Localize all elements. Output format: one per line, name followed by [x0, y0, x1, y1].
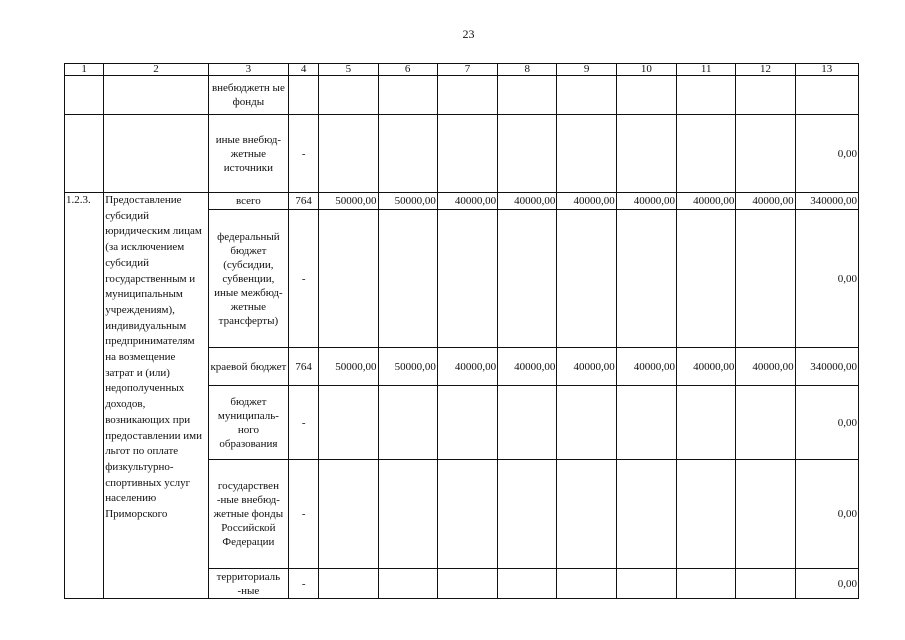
value-cell: [736, 569, 795, 599]
table-row: [65, 115, 859, 193]
funding-source-cell: государствен -ные внебюд- жетные фонды Российской Федерации: [208, 460, 288, 569]
header-row: [65, 64, 859, 76]
column-4-cell: [289, 76, 319, 115]
total-cell: 0,00: [795, 569, 858, 599]
value-cell: [319, 386, 378, 460]
value-cell: [498, 460, 557, 569]
value-cell: [677, 386, 736, 460]
description-cell: [104, 115, 209, 193]
header-cell: 5: [319, 64, 378, 76]
value-cell: [437, 76, 497, 115]
funding-source-cell: краевой бюджет: [208, 348, 288, 386]
value-cell: 40000,00: [736, 348, 795, 386]
header-cell: 3: [208, 64, 288, 76]
value-cell: [498, 569, 557, 599]
funding-source-cell: иные внебюд- жетные источники: [208, 115, 288, 193]
value-cell: [736, 210, 795, 348]
value-cell: [378, 115, 437, 193]
value-cell: 40000,00: [557, 193, 616, 210]
header-cell: 1: [65, 64, 104, 76]
value-cell: [437, 115, 497, 193]
value-cell: [319, 210, 378, 348]
value-cell: [677, 210, 736, 348]
funding-source-cell: бюджет муниципаль- ного образования: [208, 386, 288, 460]
value-cell: [319, 115, 378, 193]
funding-source-cell: федеральный бюджет (субсидии, субвенции, иные межбюд- жетные трансферты): [208, 210, 288, 348]
value-cell: 40000,00: [616, 348, 676, 386]
value-cell: [557, 460, 616, 569]
value-cell: [557, 569, 616, 599]
header-cell: 9: [557, 64, 616, 76]
value-cell: [498, 210, 557, 348]
column-4-cell: -: [289, 386, 319, 460]
header-cell: 2: [104, 64, 209, 76]
value-cell: 40000,00: [437, 193, 497, 210]
value-cell: [378, 76, 437, 115]
value-cell: 40000,00: [736, 193, 795, 210]
value-cell: [498, 386, 557, 460]
value-cell: [378, 460, 437, 569]
value-cell: 50000,00: [319, 193, 378, 210]
header-cell: 13: [795, 64, 858, 76]
value-cell: [677, 76, 736, 115]
column-4-cell: -: [289, 210, 319, 348]
value-cell: [736, 386, 795, 460]
value-cell: [736, 76, 795, 115]
total-cell: 0,00: [795, 460, 858, 569]
column-4-cell: 764: [289, 348, 319, 386]
value-cell: 40000,00: [677, 193, 736, 210]
value-cell: [557, 386, 616, 460]
value-cell: [498, 76, 557, 115]
description-cell: [104, 76, 209, 115]
value-cell: 40000,00: [498, 193, 557, 210]
value-cell: [736, 115, 795, 193]
value-cell: 40000,00: [557, 348, 616, 386]
column-4-cell: -: [289, 569, 319, 599]
value-cell: [616, 76, 676, 115]
code-cell: [65, 76, 104, 115]
value-cell: [498, 115, 557, 193]
value-cell: [437, 460, 497, 569]
page-number: 23: [462, 27, 475, 41]
value-cell: [557, 76, 616, 115]
value-cell: 40000,00: [437, 348, 497, 386]
item-description: Предоставление субсидий юридическим лицам (за исключением субсидий государственным и муниципальным учреждениям), индивидуальным предпринимателям на возмещение затрат и (или) недополученных доходов, возникающих при предоставлении ими льгот по оплате физкультурно-спортивных услуг населению Приморского: [104, 193, 209, 599]
value-cell: 50000,00: [319, 348, 378, 386]
value-cell: [616, 569, 676, 599]
value-cell: [378, 210, 437, 348]
value-cell: [677, 115, 736, 193]
total-cell: [795, 76, 858, 115]
budget-table: [64, 63, 859, 599]
value-cell: [677, 460, 736, 569]
header-cell: 6: [378, 64, 437, 76]
header-cell: 12: [736, 64, 795, 76]
table-row: [65, 76, 859, 115]
value-cell: [616, 460, 676, 569]
code-cell: [65, 115, 104, 193]
value-cell: [319, 460, 378, 569]
value-cell: [677, 569, 736, 599]
total-cell: 0,00: [795, 386, 858, 460]
total-cell: 0,00: [795, 115, 858, 193]
value-cell: [378, 386, 437, 460]
header-cell: 10: [616, 64, 676, 76]
total-cell: 0,00: [795, 210, 858, 348]
column-4-cell: -: [289, 115, 319, 193]
header-cell: 11: [677, 64, 736, 76]
value-cell: [319, 569, 378, 599]
funding-source-cell: внебюджетн ые фонды: [208, 76, 288, 115]
value-cell: [616, 115, 676, 193]
value-cell: 40000,00: [677, 348, 736, 386]
value-cell: [437, 386, 497, 460]
value-cell: [437, 210, 497, 348]
header-cell: 7: [437, 64, 497, 76]
header-cell: 4: [289, 64, 319, 76]
value-cell: [437, 569, 497, 599]
value-cell: [557, 210, 616, 348]
value-cell: [319, 76, 378, 115]
value-cell: [616, 386, 676, 460]
value-cell: 40000,00: [616, 193, 676, 210]
total-cell: 340000,00: [795, 348, 858, 386]
column-4-cell: 764: [289, 193, 319, 210]
column-4-cell: -: [289, 460, 319, 569]
funding-source-cell: всего: [208, 193, 288, 210]
value-cell: [378, 569, 437, 599]
header-cell: 8: [498, 64, 557, 76]
value-cell: [557, 115, 616, 193]
funding-source-cell: территориаль -ные: [208, 569, 288, 599]
item-code: 1.2.3.: [65, 193, 104, 599]
table-row: [65, 193, 859, 210]
value-cell: 50000,00: [378, 193, 437, 210]
value-cell: 50000,00: [378, 348, 437, 386]
value-cell: [736, 460, 795, 569]
total-cell: 340000,00: [795, 193, 858, 210]
value-cell: 40000,00: [498, 348, 557, 386]
value-cell: [616, 210, 676, 348]
